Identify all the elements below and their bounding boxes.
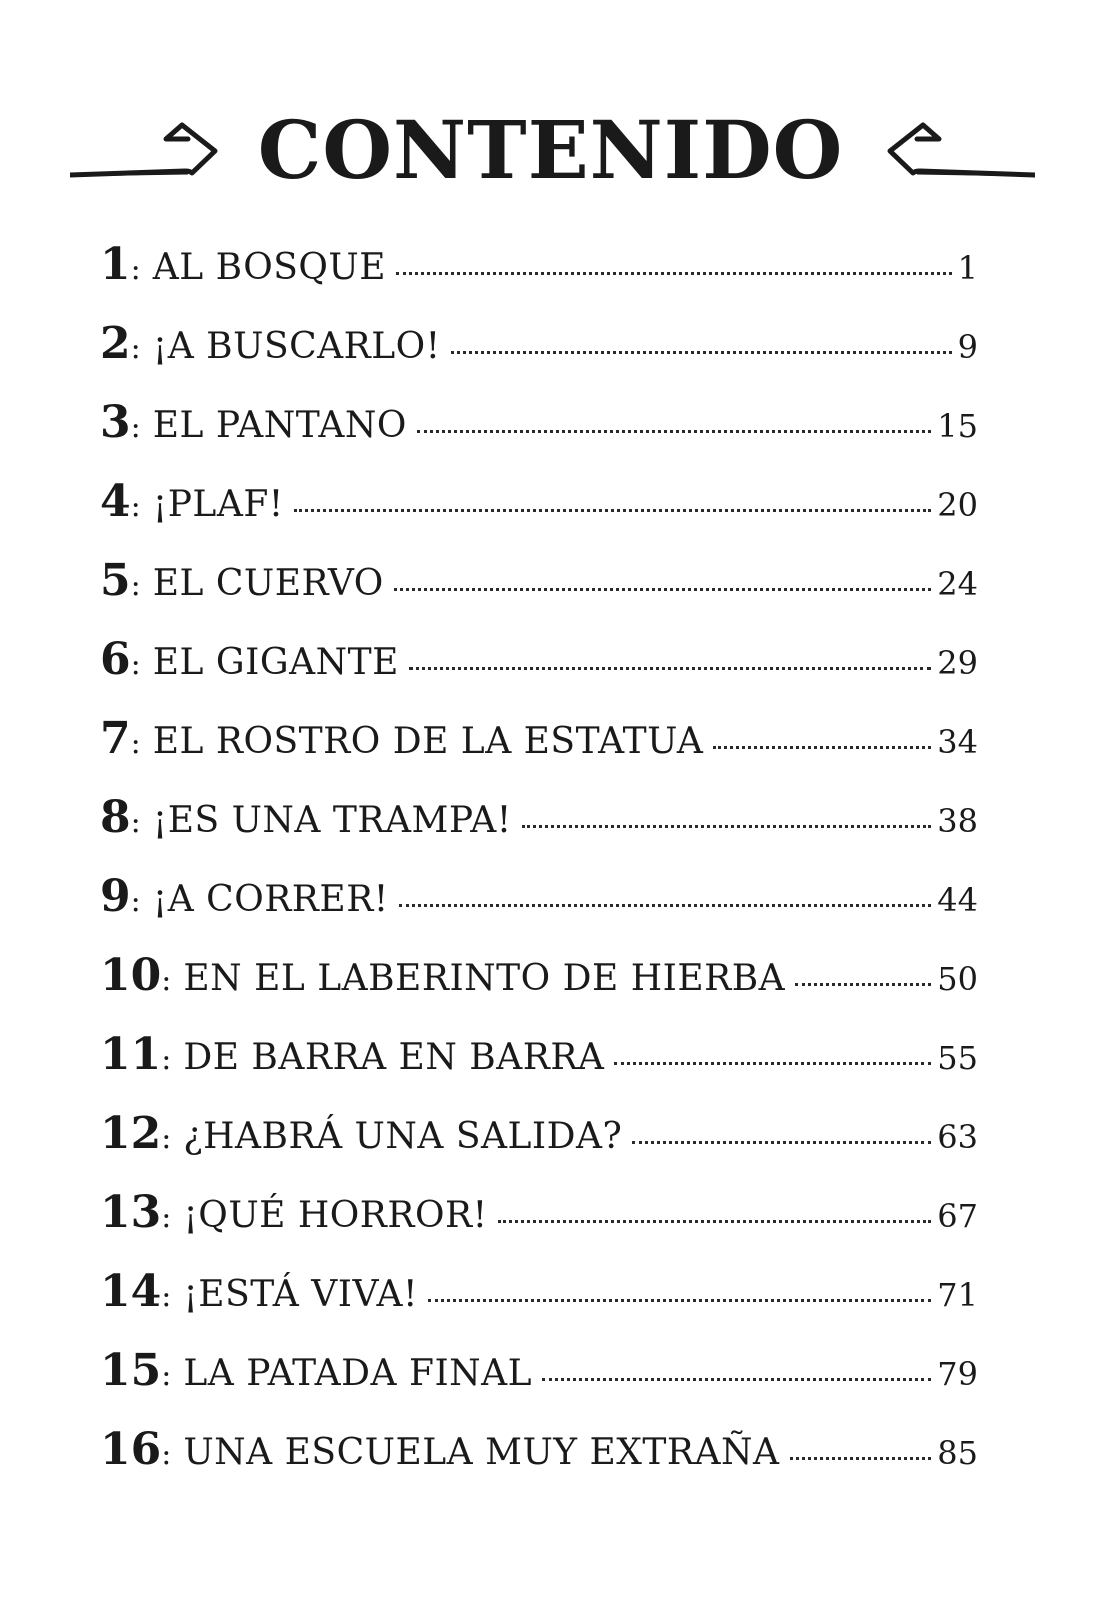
dot-leader <box>790 1457 932 1460</box>
chapter-title: UNA ESCUELA MUY EXTRAÑA <box>183 1432 780 1473</box>
chapter-title: ¡QUÉ HORROR! <box>183 1195 488 1236</box>
page-number: 71 <box>937 1276 978 1314</box>
colon: : <box>161 1279 172 1314</box>
page-number: 29 <box>937 644 978 682</box>
chapter-number: 2 <box>100 318 131 369</box>
dot-leader <box>399 904 932 907</box>
toc-entry[interactable] <box>100 1173 978 1252</box>
dot-leader <box>614 1062 931 1065</box>
chapter-number: 12 <box>100 1108 162 1159</box>
toc-entry[interactable] <box>100 620 978 699</box>
chapter-title: ¡A BUSCARLO! <box>152 326 441 367</box>
chapter-number: 15 <box>100 1345 162 1396</box>
page-number: 1 <box>957 249 978 287</box>
dot-leader <box>542 1378 931 1381</box>
colon: : <box>161 1121 172 1156</box>
colon: : <box>130 331 141 366</box>
chapter-number: 13 <box>100 1187 162 1238</box>
chapter-number: 9 <box>100 871 131 922</box>
page-number: 50 <box>937 960 978 998</box>
chapter-title: ¡ESTÁ VIVA! <box>183 1274 418 1315</box>
toc-entry[interactable] <box>100 304 978 383</box>
dot-leader <box>396 272 952 275</box>
toc-entry[interactable] <box>100 1252 978 1331</box>
dot-leader <box>428 1299 931 1302</box>
page-number: 38 <box>937 802 978 840</box>
chapter-number: 16 <box>100 1424 162 1475</box>
toc-entry[interactable] <box>100 778 978 857</box>
dot-leader <box>417 430 931 433</box>
dot-leader <box>713 746 931 749</box>
table-of-contents <box>100 225 978 1489</box>
toc-entry[interactable] <box>100 1094 978 1173</box>
page-number: 24 <box>937 565 978 603</box>
toc-entry[interactable] <box>100 1331 978 1410</box>
page-number: 15 <box>937 407 978 445</box>
page-number: 34 <box>937 723 978 761</box>
toc-entry[interactable] <box>100 462 978 541</box>
dot-leader <box>632 1141 931 1144</box>
toc-entry[interactable] <box>100 1410 978 1489</box>
dot-leader <box>409 667 931 670</box>
toc-entry[interactable] <box>100 541 978 620</box>
chapter-title: EL PANTANO <box>152 405 407 446</box>
chapter-title: AL BOSQUE <box>152 247 387 288</box>
colon: : <box>130 252 141 287</box>
page-title: CONTENIDO <box>257 103 844 197</box>
page-number: 67 <box>937 1197 978 1235</box>
dot-leader <box>394 588 932 591</box>
dot-leader <box>294 509 932 512</box>
colon: : <box>130 489 141 524</box>
dot-leader <box>498 1220 932 1223</box>
dot-leader <box>522 825 932 828</box>
chapter-title: ¡ES UNA TRAMPA! <box>152 800 512 841</box>
colon: : <box>161 963 172 998</box>
colon: : <box>161 1200 172 1235</box>
chapter-number: 1 <box>100 239 131 290</box>
colon: : <box>130 568 141 603</box>
colon: : <box>161 1437 172 1472</box>
colon: : <box>161 1042 172 1077</box>
page-number: 20 <box>937 486 978 524</box>
chapter-number: 5 <box>100 555 131 606</box>
chapter-number: 6 <box>100 634 131 685</box>
chapter-number: 7 <box>100 713 131 764</box>
dot-leader <box>795 983 931 986</box>
toc-entry[interactable] <box>100 225 978 304</box>
toc-entry[interactable] <box>100 936 978 1015</box>
chapter-title: EL GIGANTE <box>152 642 399 683</box>
page-number: 55 <box>937 1039 978 1077</box>
colon: : <box>130 726 141 761</box>
toc-entry[interactable] <box>100 699 978 778</box>
chapter-title: EL CUERVO <box>152 563 384 604</box>
page-number: 79 <box>937 1355 978 1393</box>
arrow-flourish-right-icon <box>875 113 1035 183</box>
chapter-title: ¡A CORRER! <box>152 879 389 920</box>
colon: : <box>161 1358 172 1393</box>
colon: : <box>130 647 141 682</box>
page-number: 85 <box>937 1434 978 1472</box>
chapter-title: EN EL LABERINTO DE HIERBA <box>183 958 786 999</box>
chapter-title: ¡PLAF! <box>152 484 284 525</box>
toc-entry[interactable] <box>100 1015 978 1094</box>
page-number: 44 <box>937 881 978 919</box>
chapter-number: 14 <box>100 1266 162 1317</box>
chapter-number: 10 <box>100 950 162 1001</box>
colon: : <box>130 805 141 840</box>
page-number: 63 <box>937 1118 978 1156</box>
colon: : <box>130 410 141 445</box>
chapter-title: LA PATADA FINAL <box>183 1353 533 1394</box>
chapter-number: 11 <box>100 1029 162 1080</box>
toc-entry[interactable] <box>100 383 978 462</box>
chapter-title: EL ROSTRO DE LA ESTATUA <box>152 721 704 762</box>
colon: : <box>130 884 141 919</box>
toc-entry[interactable] <box>100 857 978 936</box>
chapter-number: 3 <box>100 397 131 448</box>
header <box>0 95 1101 205</box>
page-number: 9 <box>957 328 978 366</box>
chapter-number: 4 <box>100 476 131 527</box>
chapter-title: DE BARRA EN BARRA <box>183 1037 605 1078</box>
dot-leader <box>451 351 952 354</box>
chapter-title: ¿HABRÁ UNA SALIDA? <box>183 1116 623 1157</box>
chapter-number: 8 <box>100 792 131 843</box>
